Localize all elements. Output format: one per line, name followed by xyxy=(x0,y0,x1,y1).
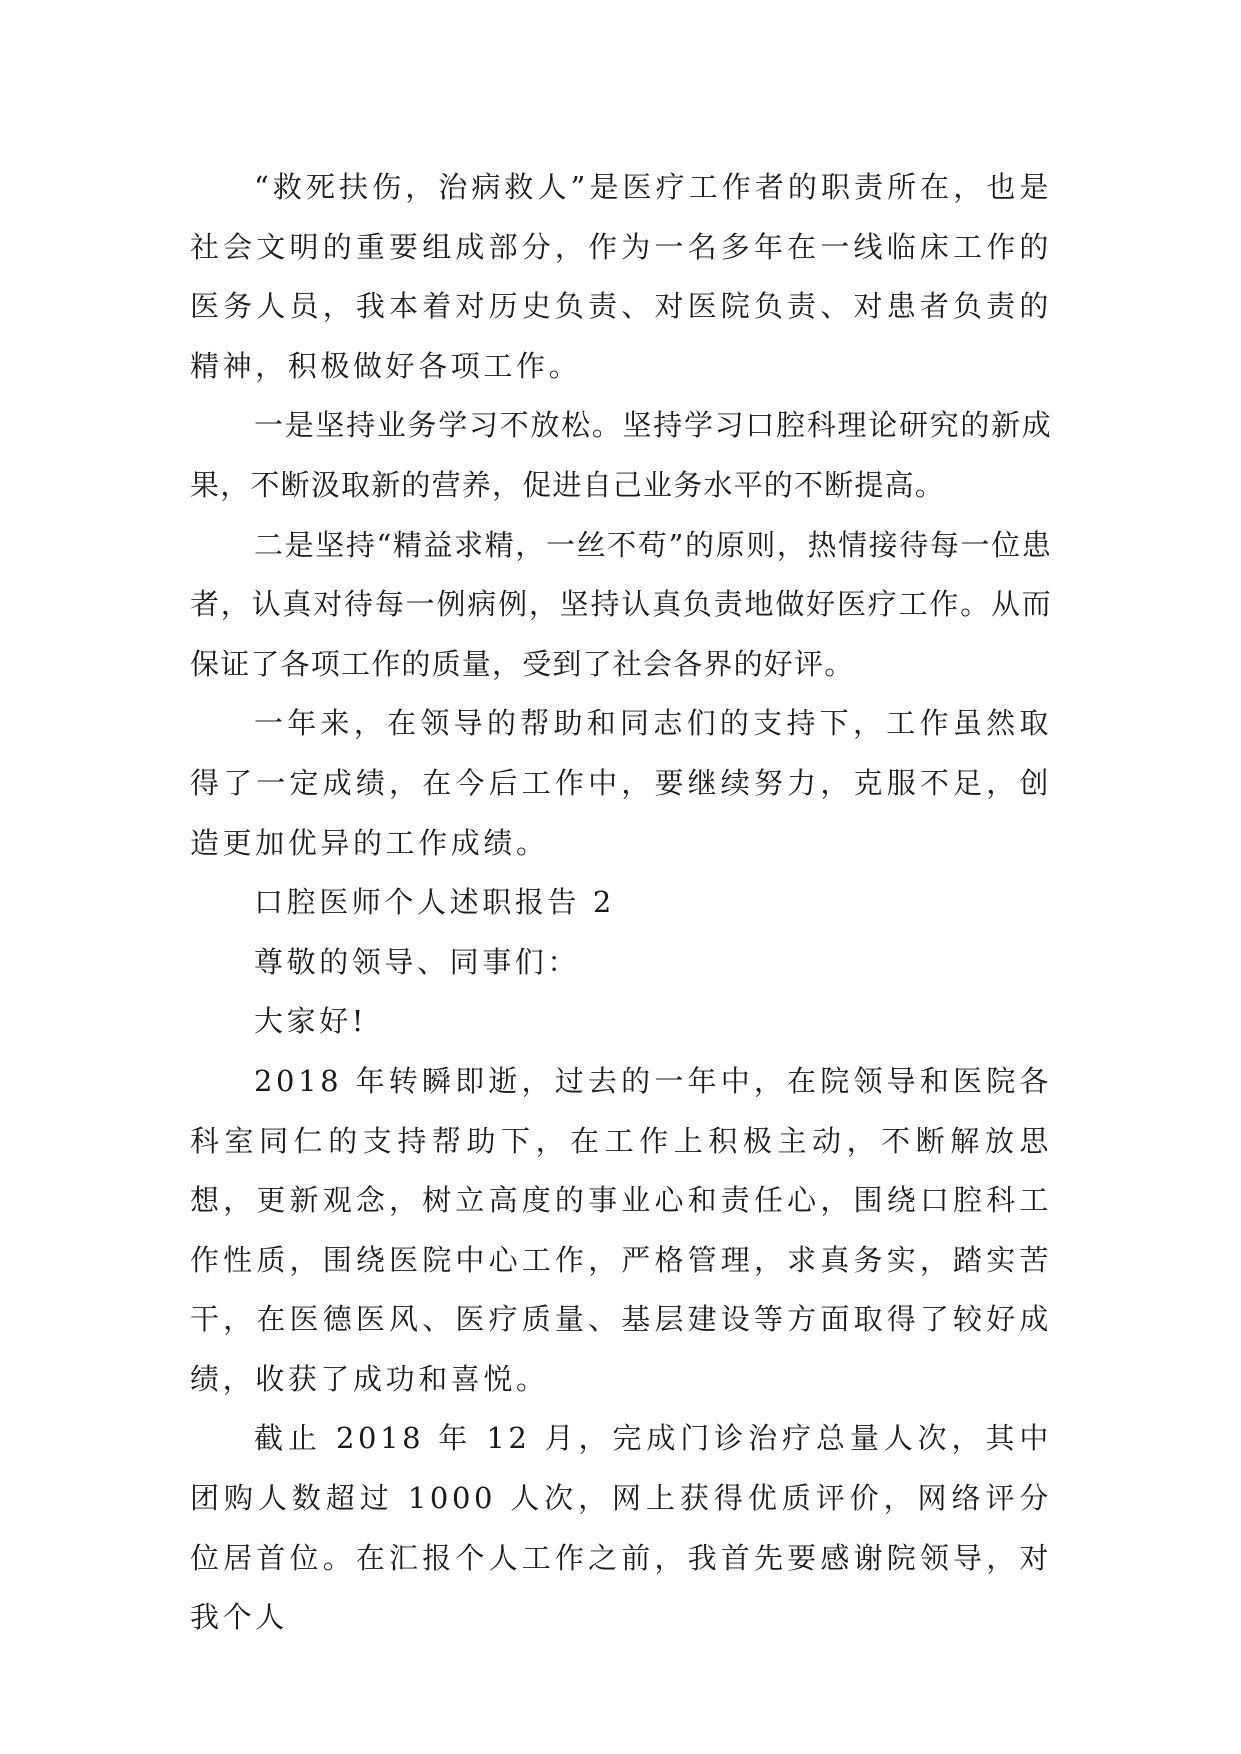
paragraph-summary: 一年来，在领导的帮助和同志们的支持下，工作虽然取得了一定成绩，在今后工作中，要继续努力，克服不足，创造更加优异的工作成绩。 xyxy=(190,706,1052,860)
document-page xyxy=(190,158,1052,1648)
salutation: 尊敬的领导、同事们： xyxy=(254,944,581,979)
paragraph-duty: “救死扶伤，治病救人”是医疗工作者的职责所在，也是社会文明的重要组成部分，作为一名多年在一线临床工作的医务人员，我本着对历史负责、对医院负责、对患者负责的精神，积极做好各项工作。 xyxy=(190,170,1052,383)
paragraph-principle: 二是坚持“精益求精，一丝不苟”的原则，热情接待每一位患者，认真对待每一例病例，坚持认真负责地做好医疗工作。从而保证了各项工作的质量，受到了社会各界的好评。 xyxy=(190,527,1052,681)
report-heading: 口腔医师个人述职报告 2 xyxy=(254,885,615,920)
greeting: 大家好! xyxy=(254,1004,368,1039)
paragraph-study: 一是坚持业务学习不放松。坚持学习口腔科理论研究的新成果，不断汲取新的营养，促进自己业务水平的不断提高。 xyxy=(190,408,1052,502)
paragraph-year-review: 2018 年转瞬即逝，过去的一年中，在院领导和医院各科室同仁的支持帮助下，在工作上积极主动，不断解放思想，更新观念，树立高度的事业心和责任心，围绕口腔科工作性质，围绕医院中心工作，严格管理，求真务实，踏实苦干，在医德医风、医疗质量、基层建设等方面取得了较好成绩，收获了成功和喜悦。 xyxy=(190,1063,1052,1396)
paragraph-statistics: 截止 2018 年 12 月，完成门诊治疗总量人次，其中团购人数超过 1000 人次，网上获得优质评价，网络评分位居首位。在汇报个人工作之前，我首先要感谢院领导，对我个人 xyxy=(190,1421,1052,1635)
